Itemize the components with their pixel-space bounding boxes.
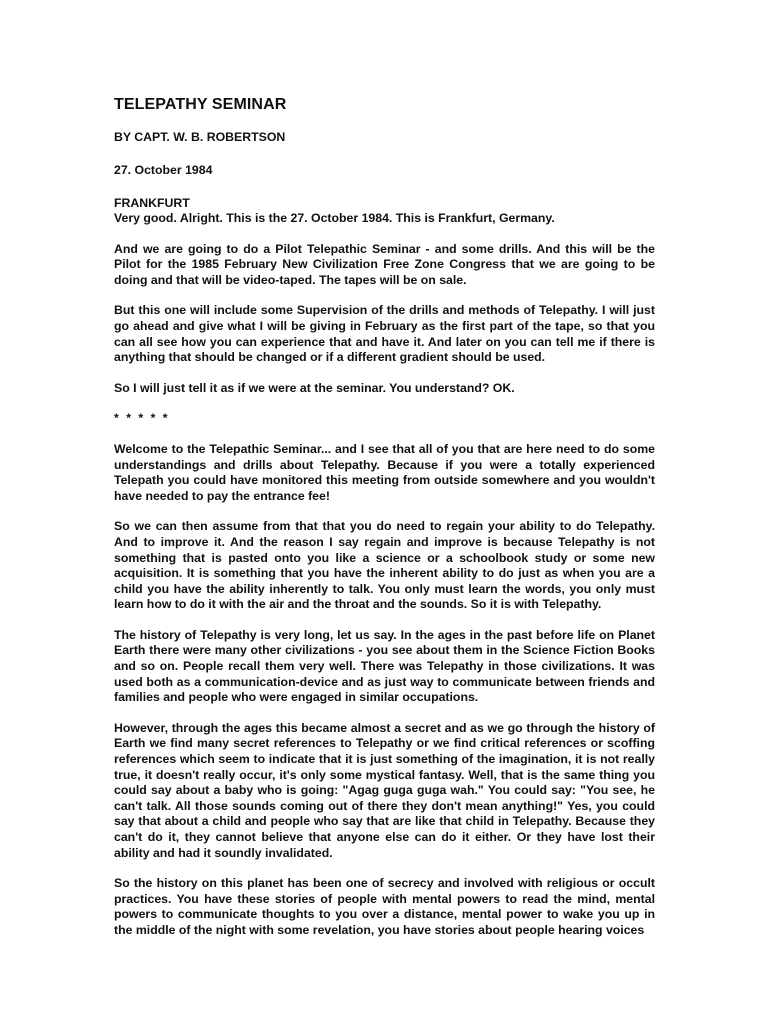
document-title: TELEPATHY SEMINAR	[114, 96, 287, 113]
document-location: FRANKFURT	[114, 196, 190, 210]
document-byline: BY CAPT. W. B. ROBERTSON	[114, 130, 286, 144]
paragraph: So the history on this planet has been one of secrecy and involved with religious or occult practices. You have these stories of people with mental powers to read the mind, mental powers to communicate thoughts to you over a distance, mental power to wake you up in the middle of the night with some revelation, you have stories about people hearing voices	[114, 876, 655, 937]
document-date: 27. October 1984	[114, 163, 213, 177]
paragraph: However, through the ages this became almost a secret and as we go through the history of Earth we find many secret references to Telepathy or we find critical references or scoffing references which seem to indicate that it is just something of the imagination, it is not really true, it doesn't really occur, it's only some mystical fantasy. Well, that is the same thing you could say about a baby who is going: "Agag guga guga wah." You could say: "You see, he can't talk. All those sounds coming out of there they don't mean anything!" Yes, you could say that about a child and people who say that are like that child in Telepathy. Because they can't do it, they cannot believe that anyone else can do it either. Or they have lost their ability and had it soundly invalidated.	[114, 720, 655, 860]
paragraph: Very good. Alright. This is the 27. October 1984. This is Frankfurt, Germany.	[114, 211, 555, 225]
paragraph: Welcome to the Telepathic Seminar... and I see that all of you that are here need to do some understandings and drills about Telepathy. Because if you were a totally experienced Telepath you could have monitored this meeting from outside somewhere and you wouldn't have needed to pay the entrance fee!	[114, 441, 655, 503]
paragraph: So we can then assume from that that you do need to regain your ability to do Telepathy. And to improve it. And the reason I say regain and improve is because Telepathy is not something that is pasted onto you like a science or a schoolbook study or some new acquisition. It is something that you have the inherent ability to do just as when you are a child you have the ability inherently to talk. You only must learn the words, you only must learn how to do it with the air and the throat and the sounds. So it is with Telepathy.	[114, 519, 655, 612]
paragraph: But this one will include some Supervision of the drills and methods of Telepathy. I will just go ahead and give what I will be giving in February as the first part of the tape, so that you can all see how you can experience that and have it. And later on you can tell me if there is anything that should be changed or if a different gradient should be used.	[114, 303, 655, 365]
paragraph: The history of Telepathy is very long, let us say. In the ages in the past before life on Planet Earth there were many other civilizations - you see about them in the Science Fiction Books and so on. People recall them very well. There was Telepathy in those civilizations. It was used both as a communication-device and as just way to communicate between friends and families and people who were engaged in similar occupations.	[114, 627, 655, 705]
paragraph: So I will just tell it as if we were at the seminar. You understand? OK.	[114, 380, 515, 395]
section-separator: * * * * *	[114, 411, 170, 426]
paragraph: And we are going to do a Pilot Telepathic Seminar - and some drills. And this will be the Pilot for the 1985 February New Civilization Free Zone Congress that we are going to be doing and that will be video-taped. The tapes will be on sale.	[114, 241, 655, 287]
